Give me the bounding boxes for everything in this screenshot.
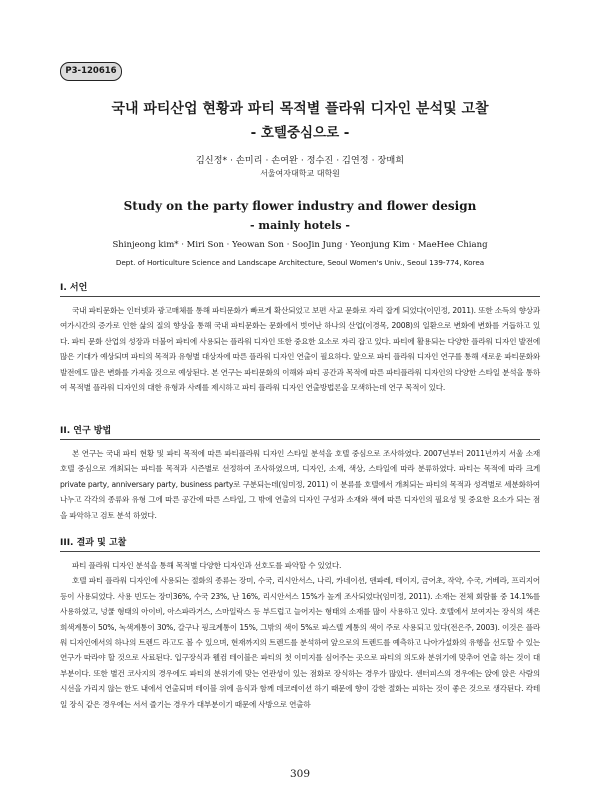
section-heading: III. 결과 및 고찰 bbox=[60, 535, 540, 552]
section-body bbox=[60, 446, 540, 523]
section-methods bbox=[60, 423, 540, 523]
subtitle-korean: - 호텔중심으로 - bbox=[250, 125, 350, 141]
paragraph: 호텔 파티 플라워 디자인에 사용되는 절화의 종류는 장미, 수국, 리시안서스, 나리, 카네이션, 덴파레, 테이지, 금어초, 작약, 수국, 거베라, 프리지어 등이 사용되었다. 사용 빈도는 장미36%, 수국 23%, 난 16%, 리시안서스 15%가 높게 조사되었다(임미정, 2011). 소재는 전체 회람률 중 14.1%를 사용하였고, 넝쿨 형태의 아이비, 아스파라거스, 스마일락스 등 부드럽고 늘어지는 형태의 소재를 많이 사용하고 있다. 호텔에서 보여지는 장식의 색은 희색계통이 50%, 녹색계통이 30%, 갈구나 핑크계통이 15%, 그밖의 색이 5%로 파스텔 계통의 색이 주로 사용되고 있다(전은주, 2003). 이것은 플라워 디자인에서의 하나의 트렌드 라고도 볼 수 있으며, 현재까지의 트렌드를 분석하여 앞으로의 트렌드를 예측하고 나아가설화의 유행을 선도할 수 있는 연구가 따라야 할 것으로 사료된다. 입구장식과 웰컴 테이블은 파티의 첫 이미지를 심어주는 곳으로 파티의 의도와 분위기에 맞추어 연출 하는 것이 대부분이다. 또한 별건 코사지의 경우에도 파티의 분위기에 맞는 연관성이 있는 점화로 장식하는 경우가 많았다. 센터피스의 경우에는 앉에 앉은 사람의 시선을 가리지 않는 한도 내에서 연출되며 테이블 위에 음식과 함께 데코레이션 하기 때문에 향이 강한 절화는 피하는 것이 좋은 것으로 생각된다. 칵테일 장식 같은 경우에는 서서 즐기는 경우가 대부분이기 때문에 사방으로 연출하 bbox=[60, 576, 540, 709]
section-body bbox=[60, 558, 540, 712]
affiliation-english: Dept. of Horticulture Science and Landscape Architecture, Seoul Women's Univ., Seoul 139-774, Korea bbox=[115, 258, 485, 267]
section-heading: II. 연구 방법 bbox=[60, 423, 540, 440]
title-english: Study on the party flower industry and flower design bbox=[123, 199, 477, 213]
paragraph: 파티 플라워 디자인 분석을 통해 목적별 다양한 디자인과 선호도를 파악할 수 있었다. bbox=[72, 561, 342, 570]
section-results bbox=[60, 535, 540, 712]
authors-korean: 김신정* · 손미리 · 손여완 · 정수진 · 김연정 · 장매희 bbox=[195, 155, 405, 166]
authors-english: Shinjeong kim* · Miri Son · Yeowan Son · SooJin Jung · Yeonjung Kim · MaeHee Chiang bbox=[112, 240, 488, 250]
paragraph: 국내 파티문화는 인터넷과 광고매체를 통해 파티문화가 빠르게 확산되었고 보편 사교 문화로 자리 잡게 되었다(이민정, 2011). 또한 소득의 향상과 여가시간의 증가로 인한 삶의 질의 향상을 통해 국내 파티문화는 문화에서 벗어난 하나의 산업(이경목, 2008)의 일환으로 변화에 변화를 거듭하고 있다. 파티 문화 산업의 성장과 더불어 파티에 사용되는 플라워 디자인 또한 중요한 요소로 자리 잡고 있다. 파티에 활용되는 다양한 플라워 디자인 발전에 많은 기대가 예상되며 파티의 목적과 유형별 대상자에 따른 플라워 디자인 연출이 필요하다. 앞으로 파티 플라워 디자인 연구를 통해 새로운 파티문화와 발전에도 많은 변화를 가져올 것으로 예상된다. 본 연구는 파티문화의 이해와 파티 공간과 목적에 따른 파티플라워 디자인의 다양한 스타일 분석을 통하여 목적별 플라워 디자인의 대한 유형과 사례를 제시하고 파티 플라워 디자인 연출방법론을 모색하는데 연구 목적이 있다. bbox=[60, 306, 540, 393]
paragraph: 본 연구는 국내 파티 현황 및 파티 목적에 따른 파티플라워 디자인 스타일 분석을 호텔 중심으로 조사하였다. 2007년부터 2011년까지 서울 소재 호텔 중심으로 개최되는 파티를 목적과 시즌별로 선정하여 조사하였으며, 디자인, 소재, 색상, 스타일에 따라 분류하였다. 파티는 목적에 따라 크게 private party, anniversary party, business party로 구분되는데(임미정, 2011) 이 분류를 호텔에서 개최되는 파티의 목적과 성격별로 세분화하여 나누고 각각의 종류와 유형 그에 따른 공간에 따른 스타일, 그 밖에 연출의 디자인 구성과 소재와 색에 따른 디자인의 필요성 및 중요한 요소가 되는 점을 파악하고 검토 분석 하였다. bbox=[60, 449, 540, 520]
subtitle-english: - mainly hotels - bbox=[250, 219, 350, 232]
title-korean: 국내 파티산업 현황과 파티 목적별 플라워 디자인 분석및 고찰 bbox=[111, 101, 489, 117]
section-body bbox=[60, 303, 540, 395]
section-heading: I. 서언 bbox=[60, 280, 540, 297]
affiliation-korean: 서울여자대학교 대학원 bbox=[260, 169, 340, 178]
paper-code-badge: P3-120616 bbox=[60, 62, 122, 81]
page-number: 309 bbox=[289, 768, 311, 780]
section-introduction bbox=[60, 280, 540, 395]
